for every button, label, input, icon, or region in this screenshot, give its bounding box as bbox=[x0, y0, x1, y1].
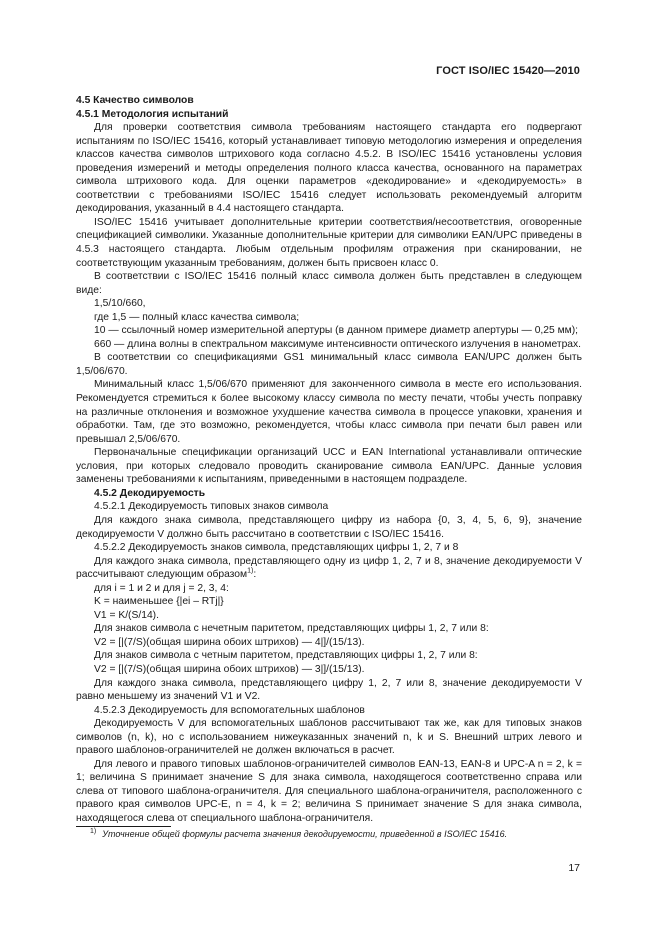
footnote-ref: 1) bbox=[247, 567, 254, 575]
page-number: 17 bbox=[568, 862, 580, 874]
paragraph: В соответствии с ISO/IEC 15416 полный класс символа должен быть представлен в следующем виде: bbox=[76, 271, 582, 296]
paragraph: 4.5.2.3 Декодируемость для вспомогательных шаблонов bbox=[94, 704, 365, 716]
footnote bbox=[90, 829, 570, 839]
paragraph: V1 = K/(S/14). bbox=[94, 609, 159, 621]
paragraph: 4.5.2.1 Декодируемость типовых знаков символа bbox=[94, 501, 329, 513]
paragraph: где 1,5 — полный класс качества символа; bbox=[94, 311, 300, 323]
footnote-text: Уточнение общей формулы расчета значения декодируемости, приведенной в ISO/IEC 15416. bbox=[102, 829, 508, 839]
paragraph: Для проверки соответствия символа требованиям настоящего стандарта его подвергают испытаниям по ISO/IEC 15416, который устанавливает типовую методологию измерения и определения классов качества символов штрихового кода согласно 4.5.2. В ISO/IEC 15416 установлены условия проведения измерений и методы определения полного класса качества, основанного на параметрах символа штрихового кода. Для оценки параметров «декодирование» и «декодируемость» в соответствии с требованиями ISO/IEC 15416 следует использовать рекомендуемый алгоритм декодирования, указанный в 4.4 настоящего стандарта. bbox=[76, 122, 582, 215]
paragraph: Первоначальные спецификации организаций UCC и EAN International устанавливали оптические условия, при которых следовало проводить сканирование символа EAN/UPC. Данные условия заменены требованиями к испытаниям, приведенными в настоящем подразделе. bbox=[76, 447, 582, 486]
section-heading: 4.5 Качество символов bbox=[76, 95, 194, 106]
paragraph: 660 — длина волны в спектральном максимуме интенсивности оптического излучения в нанометрах. bbox=[94, 338, 582, 350]
paragraph: Для знаков символа с четным паритетом, представляющих цифры 1, 2, 7 или 8: bbox=[94, 650, 478, 662]
document-body bbox=[76, 94, 582, 826]
paragraph: Декодируемость V для вспомогательных шаблонов рассчитывают так же, как для типовых знаков символов (n, k), но с использованием нижеуказанных значений n, k и S. Внешний штрих левого и правого шаблонов-ограничителей не должен включаться в расчет. bbox=[76, 718, 582, 757]
paragraph: 10 — ссылочный номер измерительной апертуры (в данном примере диаметр апертуры — 0,25 мм); bbox=[94, 325, 579, 337]
paragraph: 1,5/10/660, bbox=[94, 298, 146, 310]
paragraph: Для каждого знака символа, представляющего цифру из набора {0, 3, 4, 5, 6, 9}, значение декодируемости V должно быть рассчитано в соответствии с ISO/IEC 15416. bbox=[76, 514, 582, 540]
section-heading: 4.5.1 Методология испытаний bbox=[76, 108, 229, 120]
document-header: ГОСТ ISO/IEC 15420—2010 bbox=[436, 65, 580, 77]
paragraph: V2 = [|(7/S)(общая ширина обоих штрихов) — 4|]/(15/13). bbox=[94, 636, 365, 648]
paragraph: для i = 1 и 2 и для j = 2, 3, 4: bbox=[94, 582, 229, 594]
paragraph: Для знаков символа с нечетным паритетом, представляющих цифры 1, 2, 7 или 8: bbox=[94, 623, 489, 635]
paragraph: Минимальный класс 1,5/06/670 применяют для законченного символа в месте его использования. Рекомендуется стремиться к более высокому классу символа по месту печати, чтобы учесть поправку на различные отклонения и возможное ухудшение качества символа в процессе упаковки, хранения и обработки. Там, где это возможно, рекомендуется, чтобы класс символа при печати был равен или превышал 2,5/06/670. bbox=[76, 379, 582, 445]
paragraph: Для каждого знака символа, представляющего одну из цифр 1, 2, 7 и 8, значение декодируемости V рассчитывают следующим образом$^{1)}$: bbox=[76, 555, 582, 581]
paragraph: В соответствии со спецификациями GS1 минимальный класс символа EAN/UPC должен быть 1,5/06/670. bbox=[76, 352, 582, 377]
paragraph: K = наименьшее {|ei – RTj|} bbox=[94, 596, 224, 608]
section-heading: 4.5.2 Декодируемость bbox=[94, 487, 206, 499]
paragraph: Для каждого знака символа, представляющего цифру 1, 2, 7 или 8, значение декодируемости V равно меньшему из значений V1 и V2. bbox=[76, 677, 582, 703]
footnote-mark: 1) bbox=[90, 828, 97, 835]
footnote-divider bbox=[76, 826, 171, 827]
paragraph: ISO/IEC 15416 учитывает дополнительные критерии соответствия/несоответствия, оговоренные спецификацией символики. Указанные дополнительные критерии для символики EAN/UPC приведены в 4.5.3 настоящего стандарта. Любым отдельным профилям отражения при сканировании, не соответствующим указанным требованиям, должен быть присвоен класс 0. bbox=[76, 216, 582, 269]
paragraph: Для левого и правого типовых шаблонов-ограничителей символов EAN-13, EAN-8 и UPC-A n = 2, k = 1; величина S принимает значение S для знака символа, находящегося соответственно справа или слева от типового шаблона-ограничителя. Для специального шаблона-ограничителя, расположенного с правого края символов UPC-E, n = 4, k = 2; величина S принимает значение S для знака символа, находящегося слева от специального шаблона-ограничителя. bbox=[76, 758, 582, 824]
paragraph: 4.5.2.2 Декодируемость знаков символа, представляющих цифры 1, 2, 7 и 8 bbox=[94, 542, 459, 554]
paragraph-tail: : bbox=[253, 569, 257, 581]
paragraph: V2 = [|(7/S)(общая ширина обоих штрихов) — 3|]/(15/13). bbox=[94, 663, 365, 675]
